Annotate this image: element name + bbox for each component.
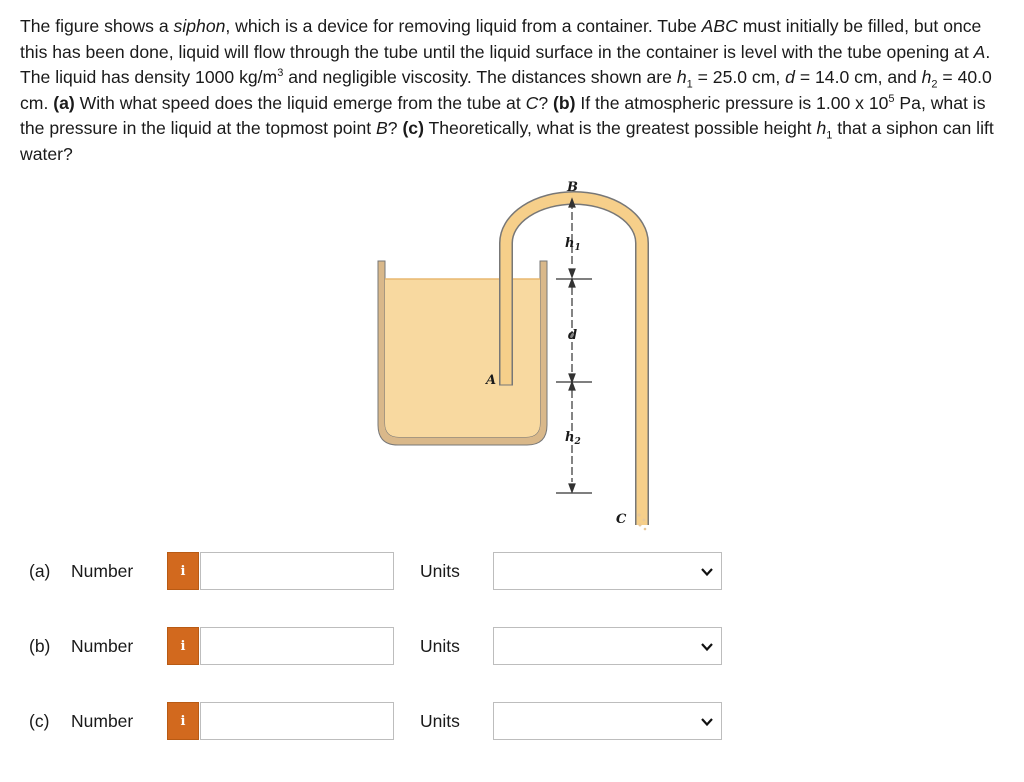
info-icon[interactable]: i xyxy=(167,702,199,740)
liquid xyxy=(385,279,540,437)
units-select[interactable] xyxy=(493,552,722,590)
part-label: (b) xyxy=(29,636,51,656)
number-label: Number xyxy=(71,561,134,581)
number-input[interactable] xyxy=(200,552,394,590)
info-icon[interactable]: i xyxy=(167,627,199,665)
answer-row-b xyxy=(0,626,760,666)
label-d: d xyxy=(568,328,578,343)
label-c: C xyxy=(616,512,627,527)
chevron-down-icon xyxy=(700,565,714,579)
label-a: A xyxy=(486,373,497,388)
chevron-down-icon xyxy=(700,715,714,729)
question-text: The figure shows a siphon, which is a device for removing liquid from a container. Tube ABC must initially be filled, but once this has been done, liquid will flow through the tube until the liquid surface in the container is level with the tube opening at A. The liquid has density 1000 $kg/m^3$ and negligible viscosity. The distances shown are $h_1 = 25.0$ cm, d = 14.0 cm, and $h_2 = 40.0$ cm. (a) With what speed does the liquid emerge from the tube at C? (b) If the atmospheric pressure is 1.00 x $10^5$ Pa, what is the pressure in the liquid at the topmost point B? (c) Theoretically, what is the greatest possible height $h_1$ that a siphon can lift water? xyxy=(20,16,994,164)
units-select[interactable] xyxy=(493,702,722,740)
units-label: Units xyxy=(420,711,460,731)
answer-row-a xyxy=(0,551,760,591)
part-label: (c) xyxy=(29,711,50,731)
number-label: Number xyxy=(71,711,134,731)
units-label: Units xyxy=(420,636,460,656)
label-h1: $h_1$ xyxy=(565,236,581,253)
chevron-down-icon xyxy=(700,640,714,654)
label-b: B xyxy=(567,180,578,195)
answer-row-c xyxy=(0,701,760,741)
number-input[interactable] xyxy=(200,702,394,740)
units-select[interactable] xyxy=(493,627,722,665)
number-label: Number xyxy=(71,636,134,656)
info-icon[interactable]: i xyxy=(167,552,199,590)
units-label: Units xyxy=(420,561,460,581)
part-label: (a) xyxy=(29,561,51,581)
number-input[interactable] xyxy=(200,627,394,665)
siphon-figure xyxy=(370,175,670,535)
label-h2: $h_2$ xyxy=(565,430,581,447)
